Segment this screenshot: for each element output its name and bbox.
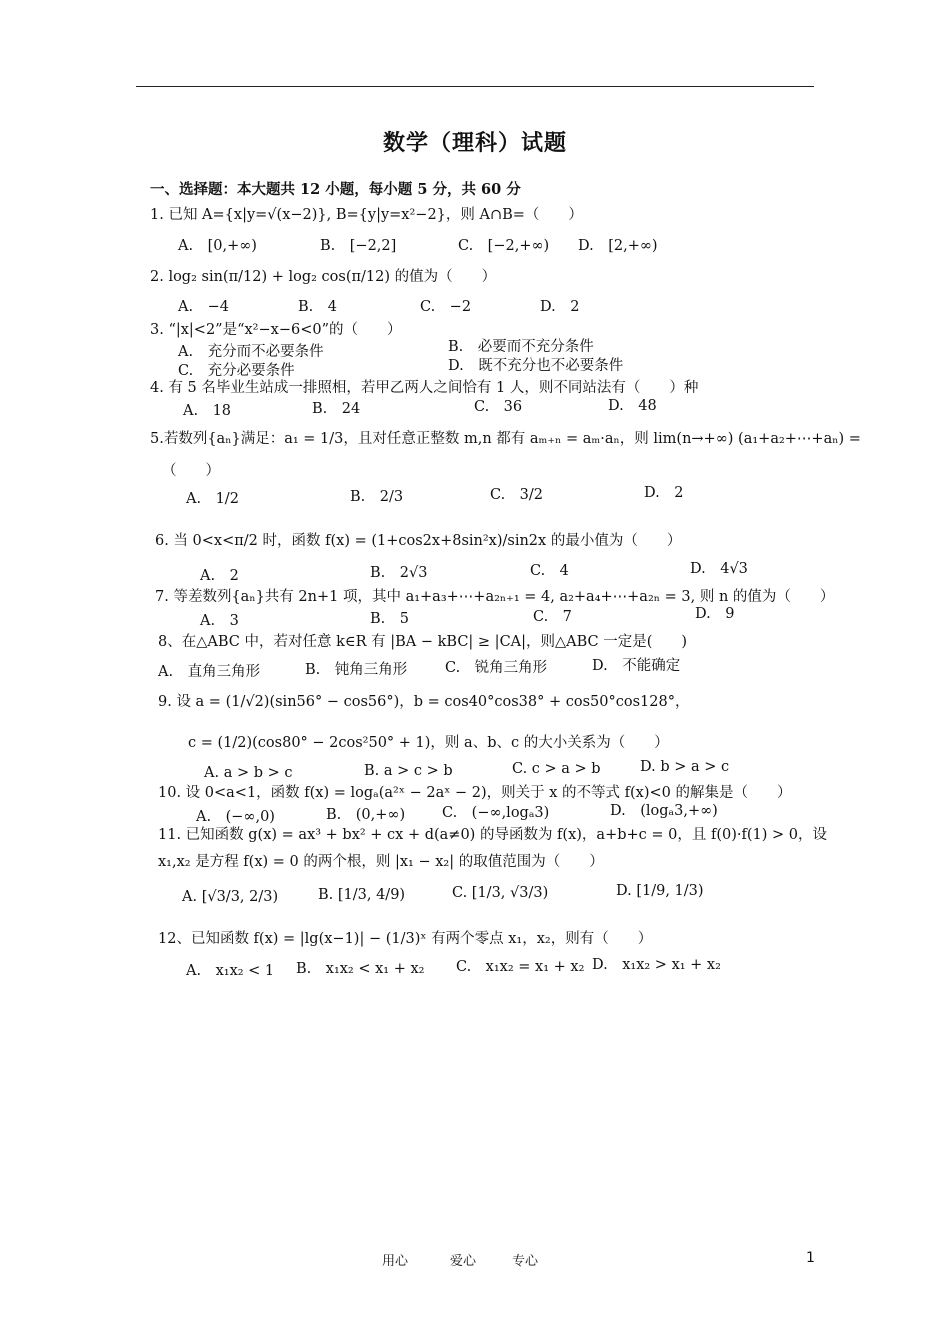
q8-option-a: A. 直角三角形	[158, 664, 261, 680]
q1-option-d: D. [2,+∞)	[578, 238, 658, 254]
q2-option-c: C. −2	[420, 299, 472, 315]
question-1: 1. 已知 A={x|y=√(x−2)}, B={y|y=x²−2}，则 A∩B=（ ）	[150, 207, 583, 223]
question-5-paren: （ ）	[162, 463, 220, 479]
q11-option-a: A. [√3/3, 2/3)	[182, 889, 279, 905]
q7-option-b: B. 5	[370, 611, 409, 627]
q3-option-b: B. 必要而不充分条件	[448, 339, 594, 355]
q2-option-a: A. −4	[178, 299, 229, 315]
question-8: 8、在△ABC 中，若对任意 k∈R 有 |BA − kBC| ≥ |CA|，则△ABC 一定是( )	[158, 634, 688, 650]
q5-option-b: B. 2/3	[350, 489, 404, 505]
q1-option-c: C. [−2,+∞)	[458, 238, 550, 254]
question-3: 3. “|x|<2”是“x²−x−6<0”的（ ）	[150, 322, 402, 338]
question-7: 7. 等差数列{aₙ}共有 2n+1 项，其中 a₁+a₃+⋯+a₂ₙ₊₁ = 4, a₂+a₄+⋯+a₂ₙ = 3, 则 n 的值为（ ）	[155, 589, 835, 605]
question-5: 5.若数列{aₙ}满足：a₁ = 1/3，且对任意正整数 m,n 都有 aₘ₊ₙ = aₘ·aₙ，则 lim(n→+∞) (a₁+a₂+⋯+aₙ) =	[150, 431, 861, 447]
q4-option-b: B. 24	[312, 401, 361, 417]
q3-option-d: D. 既不充分也不必要条件	[448, 358, 624, 374]
section-heading: 一、选择题：本大题共 12 小题，每小题 5 分，共 60 分	[150, 181, 521, 198]
q12-option-d: D. x₁x₂ > x₁ + x₂	[592, 957, 721, 973]
q4-option-a: A. 18	[183, 403, 232, 419]
q7-option-d: D. 9	[695, 606, 735, 622]
q7-option-a: A. 3	[200, 613, 239, 629]
q10-option-a: A. (−∞,0)	[196, 809, 275, 825]
q8-option-c: C. 锐角三角形	[445, 660, 548, 676]
question-11-line2: x₁,x₂ 是方程 f(x) = 0 的两个根，则 |x₁ − x₂| 的取值范围为（ ）	[158, 854, 604, 870]
q4-option-c: C. 36	[474, 399, 523, 415]
question-12: 12、已知函数 f(x) = |lg(x−1)| − (1/3)ˣ 有两个零点 x₁，x₂，则有（ ）	[158, 931, 653, 947]
question-2: 2. log₂ sin(π/12) + log₂ cos(π/12) 的值为（ ）	[150, 269, 497, 285]
q9-option-a: A. a > b > c	[204, 765, 293, 781]
q9-option-b: B. a > c > b	[364, 763, 453, 779]
q12-option-c: C. x₁x₂ = x₁ + x₂	[456, 959, 585, 975]
q6-option-a: A. 2	[200, 568, 239, 584]
q6-option-b: B. 2√3	[370, 565, 428, 581]
q11-option-c: C. [1/3, √3/3)	[452, 885, 549, 901]
q4-option-d: D. 48	[608, 398, 657, 414]
q2-option-d: D. 2	[540, 299, 580, 315]
q9-option-d: D. b > a > c	[640, 759, 730, 775]
question-4: 4. 有 5 名毕业生站成一排照相，若甲乙两人之间恰有 1 人，则不同站法有（ ）种	[150, 380, 699, 396]
q8-option-b: B. 钝角三角形	[305, 662, 408, 678]
q11-option-b: B. [1/3, 4/9)	[318, 887, 406, 903]
question-9-line2: c = (1/2)(cos80° − 2cos²50° + 1)，则 a、b、c 的大小关系为（ ）	[188, 735, 669, 751]
q8-option-d: D. 不能确定	[592, 658, 681, 674]
q7-option-c: C. 7	[533, 609, 572, 625]
question-10: 10. 设 0<a<1，函数 f(x) = logₐ(a²ˣ − 2aˣ − 2)，则关于 x 的不等式 f(x)<0 的解集是（ ）	[158, 785, 792, 801]
q6-option-c: C. 4	[530, 563, 569, 579]
question-9: 9. 设 a = (1/√2)(sin56° − cos56°)，b = cos40°cos38° + cos50°cos128°，	[158, 694, 690, 710]
header-rule	[136, 86, 814, 87]
question-11: 11. 已知函数 g(x) = ax³ + bx² + cx + d(a≠0) 的导函数为 f(x)，a+b+c = 0，且 f(0)·f(1) > 0，设	[158, 827, 827, 843]
q2-option-b: B. 4	[298, 299, 337, 315]
page-title: 数学（理科）试题	[382, 130, 567, 156]
footer-left: 用心	[382, 1254, 409, 1269]
q10-option-c: C. (−∞,logₐ3)	[442, 805, 550, 821]
q3-option-c: C. 充分必要条件	[178, 363, 295, 379]
q10-option-b: B. (0,+∞)	[326, 807, 406, 823]
q1-option-b: B. [−2,2]	[320, 238, 397, 254]
q11-option-d: D. [1/9, 1/3)	[616, 883, 704, 899]
q6-option-d: D. 4√3	[690, 561, 748, 577]
question-6: 6. 当 0<x<π/2 时，函数 f(x) = (1+cos2x+8sin²x)/sin2x 的最小值为（ ）	[155, 533, 682, 549]
footer-right: 专心	[512, 1254, 539, 1269]
q9-option-c: C. c > a > b	[512, 761, 601, 777]
q12-option-a: A. x₁x₂ < 1	[186, 963, 275, 979]
q10-option-d: D. (logₐ3,+∞)	[610, 803, 718, 819]
footer-mid: 爱心	[450, 1254, 477, 1269]
q5-option-d: D. 2	[644, 485, 684, 501]
q3-option-a: A. 充分而不必要条件	[178, 344, 324, 360]
q5-option-c: C. 3/2	[490, 487, 544, 503]
q5-option-a: A. 1/2	[186, 491, 239, 507]
q1-option-a: A. [0,+∞)	[178, 238, 257, 254]
q12-option-b: B. x₁x₂ < x₁ + x₂	[296, 961, 425, 977]
page-number: 1	[806, 1250, 815, 1266]
